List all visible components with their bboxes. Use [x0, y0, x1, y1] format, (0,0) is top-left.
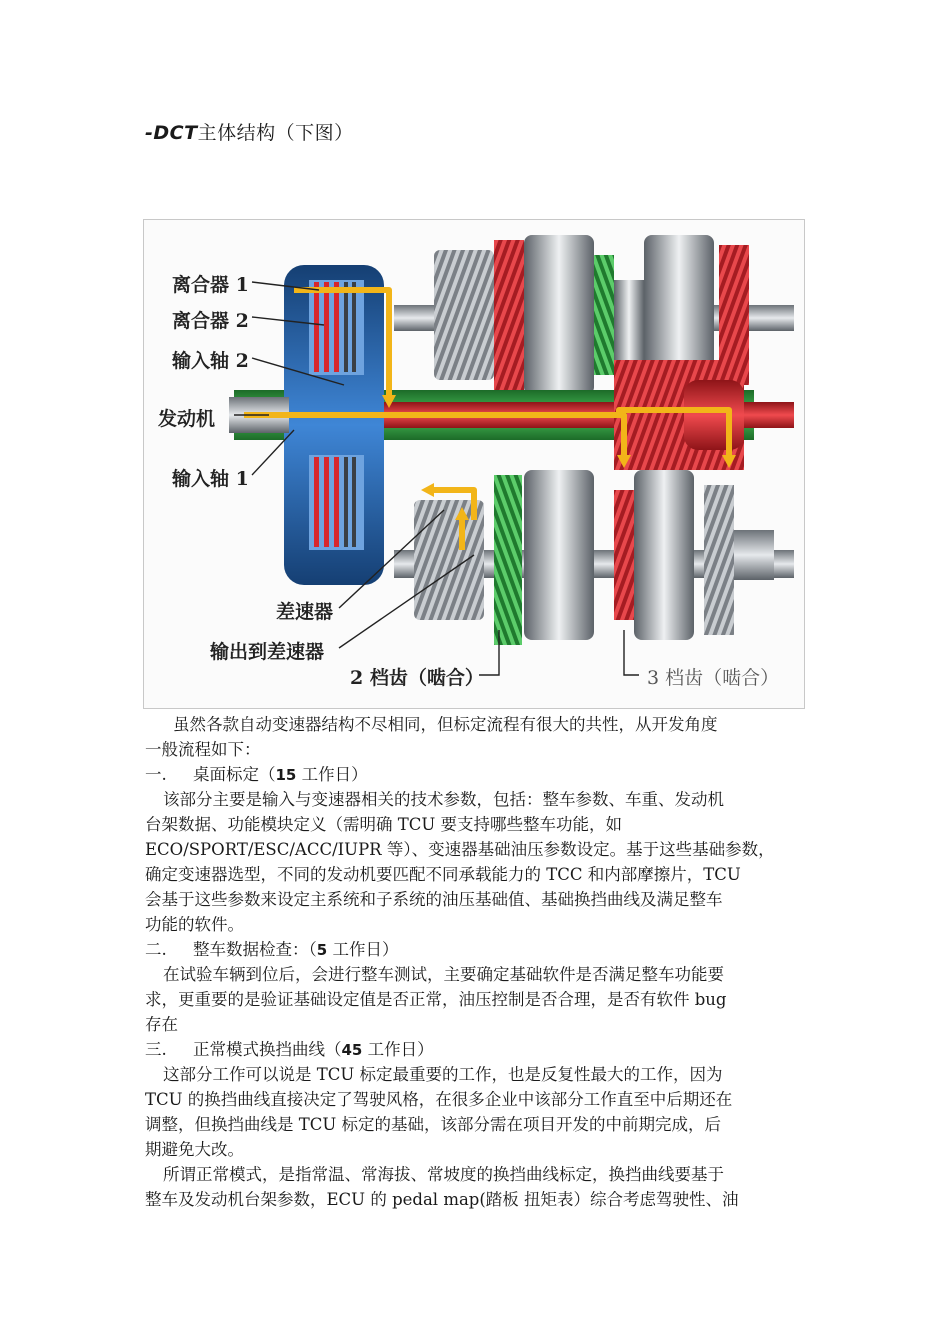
label-gear-3-engaged: 3 档齿（啮合）: [647, 667, 780, 689]
paragraph-line: 存在: [145, 1015, 178, 1034]
label-input-shaft-1: 输入轴 1: [172, 468, 249, 490]
paragraph-line: 确定变速器选型，不同的发动机要匹配不同承载能力的 TCC 和内部摩擦片，TCU: [145, 865, 741, 884]
section-heading-3: 三. 正常模式换挡曲线（45 工作日）: [145, 1040, 434, 1059]
intro-line: 虽然各款自动变速器结构不尽相同，但标定流程有很大的共性，从开发角度: [173, 715, 718, 734]
label-differential: 差速器: [276, 601, 334, 623]
paragraph-line: 这部分工作可以说是 TCU 标定最重要的工作，也是反复性最大的工作，因为: [163, 1065, 723, 1084]
dct-structure-figure: [143, 219, 805, 709]
paragraph-line: 在试验车辆到位后，会进行整车测试，主要确定基础软件是否满足整车功能要: [163, 965, 724, 984]
paragraph-line: 功能的软件。: [145, 915, 244, 934]
label-clutch-1: 离合器 1: [172, 274, 249, 296]
label-output-to-differential: 输出到差速器: [210, 641, 325, 663]
paragraph-line: 台架数据、功能模块定义（需明确 TCU 要支持哪些整车功能，如: [145, 815, 623, 834]
paragraph-line: 该部分主要是输入与变速器相关的技术参数，包括：整车参数、车重、发动机: [163, 790, 724, 809]
label-gear-2-engaged: 2 档齿（啮合）: [350, 667, 484, 689]
section-title-prefix: -DCT: [145, 122, 198, 144]
section-title-text: 主体结构（下图）: [197, 122, 354, 144]
section-title: [145, 118, 354, 145]
paragraph-line: 求，更重要的是验证基础设定值是否正常，油压控制是否合理，是否有软件 bug: [145, 990, 727, 1009]
paragraph-line: 整车及发动机台架参数，ECU 的 pedal map(踏板 扭矩表）综合考虑驾驶性、油: [145, 1190, 739, 1209]
intro-line: 一般流程如下：: [145, 740, 261, 759]
section-heading-2: 二. 整车数据检查：（5 工作日）: [145, 940, 399, 959]
label-input-shaft-2: 输入轴 2: [172, 350, 249, 372]
section-heading-1: 一. 桌面标定（15 工作日）: [145, 765, 368, 784]
paragraph-line: ECO/SPORT/ESC/ACC/IUPR 等）、变速器基础油压参数设定。基于这些基础参数，: [145, 840, 775, 859]
paragraph-line: 调整，但换挡曲线是 TCU 标定的基础，该部分需在项目开发的中前期完成，后: [145, 1115, 722, 1134]
label-engine: 发动机: [158, 408, 216, 430]
body-text: [145, 712, 810, 1212]
paragraph-line: TCU 的换挡曲线直接决定了驾驶风格，在很多企业中该部分工作直至中后期还在: [145, 1090, 733, 1109]
paragraph-line: 会基于这些参数来设定主系统和子系统的油压基础值、基础换挡曲线及满足整车: [145, 890, 723, 909]
paragraph-line: 所谓正常模式，是指常温、常海拔、常坡度的换挡曲线标定，换挡曲线要基于: [163, 1165, 724, 1184]
paragraph-line: 期避免大改。: [145, 1140, 244, 1159]
label-clutch-2: 离合器 2: [172, 310, 249, 332]
